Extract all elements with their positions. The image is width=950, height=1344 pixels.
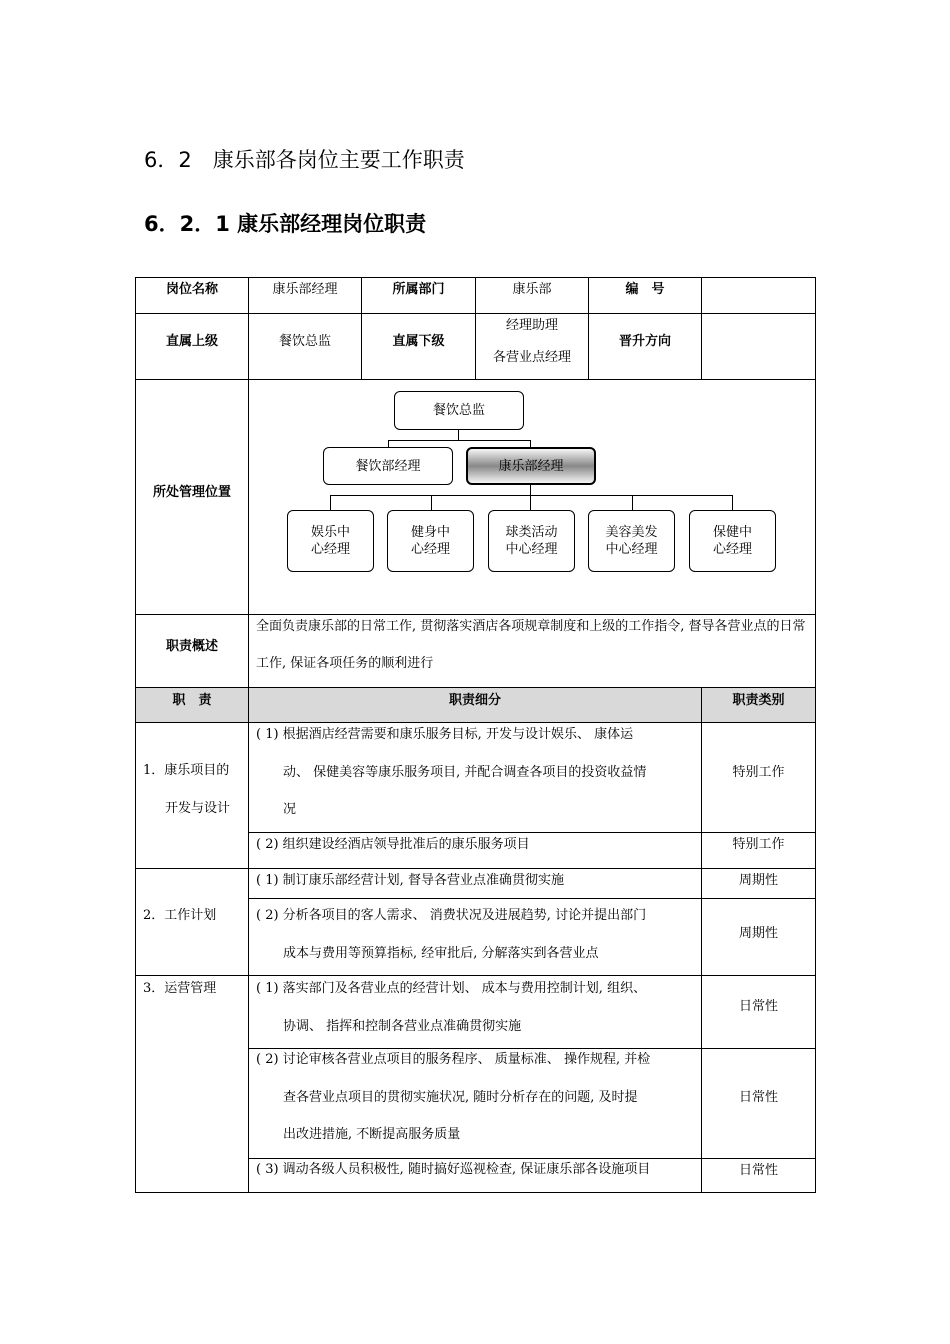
post-name-label: 岗位名称 <box>165 282 218 297</box>
duty-2b-text: ( 2) 分析各项目的客人需求、 消费状况及进展趋势, 讨论并提出部门 成本与费用等预算指标, 经审批后, 分解落实到各营业点 <box>256 908 647 961</box>
duty-header-col3: 职责类别 <box>732 693 785 708</box>
duty-2b-category: 周期性 <box>738 926 778 941</box>
overview-label: 职责概述 <box>165 639 218 654</box>
duty-3b-category: 日常性 <box>738 1090 778 1105</box>
promotion-value <box>702 314 815 370</box>
subordinate-value-1: 经理助理 <box>505 318 558 333</box>
org-node-dining-manager: 餐饮部经理 <box>323 447 453 485</box>
superior-value: 餐饮总监 <box>278 334 331 349</box>
org-node-beauty: 美容美发 中心经理 <box>588 510 675 572</box>
dept-label: 所属部门 <box>392 282 445 297</box>
promotion-label: 晋升方向 <box>618 334 671 349</box>
duty-2a-category: 周期性 <box>738 873 778 888</box>
duty-3a-category: 日常性 <box>738 999 778 1014</box>
org-node-recreation-manager: 康乐部经理 <box>466 447 596 485</box>
duty-1-title: 1．康乐项目的 开发与设计 <box>143 763 231 816</box>
duty-1b-text: ( 2) 组织建设经酒店领导批准后的康乐服务项目 <box>256 837 530 852</box>
subordinate-label: 直属下级 <box>392 334 445 349</box>
org-node-top: 餐饮总监 <box>394 391 524 430</box>
org-node-healthcare: 保健中 心经理 <box>689 510 776 572</box>
duty-1a-category: 特别工作 <box>732 765 785 780</box>
number-value <box>702 278 815 302</box>
duty-header-col2: 职责细分 <box>448 693 501 708</box>
org-label: 所处管理位置 <box>152 485 231 500</box>
dept-value: 康乐部 <box>512 282 552 297</box>
duty-2a-text: ( 1) 制订康乐部经营计划, 督导各营业点准确贯彻实施 <box>256 873 564 888</box>
number-label: 编 号 <box>625 282 665 297</box>
subordinate-value-2: 各营业点经理 <box>492 350 571 365</box>
duty-3c-text: ( 3) 调动各级人员积极性, 随时搞好巡视检查, 保证康乐部各设施项目 <box>256 1162 651 1177</box>
section-heading: 6．2 康乐部各岗位主要工作职责 <box>144 148 465 172</box>
duty-1a-text: ( 1) 根据酒店经营需要和康乐服务目标, 开发与设计娱乐、 康体运 动、 保健美容等康乐服务项目, 并配合调查各项目的投资收益情 况 <box>256 727 647 817</box>
overview-text: 全面负责康乐部的日常工作, 贯彻落实酒店各项规章制度和上级的工作指令, 督导各营业点的日常工作, 保证各项任务的顺利进行 <box>256 619 806 671</box>
duty-3b-text: ( 2) 讨论审核各营业点项目的服务程序、 质量标准、 操作规程, 并检 查各营业点项目的贯彻实施状况, 随时分析存在的问题, 及时提 出改进措施, 不断提高服务质量 <box>256 1052 651 1142</box>
subsection-heading: 6．2．1 康乐部经理岗位职责 <box>144 212 427 236</box>
duty-3a-text: ( 1) 落实部门及各营业点的经营计划、 成本与费用控制计划, 组织、 协调、 指挥和控制各营业点准确贯彻实施 <box>256 981 647 1034</box>
duty-1b-category: 特别工作 <box>732 837 785 852</box>
duty-header-col1: 职 责 <box>172 693 212 708</box>
org-node-ball-sports: 球类活动 中心经理 <box>488 510 575 572</box>
org-node-entertainment: 娱乐中 心经理 <box>287 510 374 572</box>
duty-2-title: 2．工作计划 <box>143 908 217 923</box>
duty-3-title: 3．运营管理 <box>143 981 217 996</box>
org-node-fitness: 健身中 心经理 <box>387 510 474 572</box>
duty-3c-category: 日常性 <box>738 1163 778 1178</box>
superior-label: 直属上级 <box>165 334 218 349</box>
post-name-value: 康乐部经理 <box>272 282 338 297</box>
